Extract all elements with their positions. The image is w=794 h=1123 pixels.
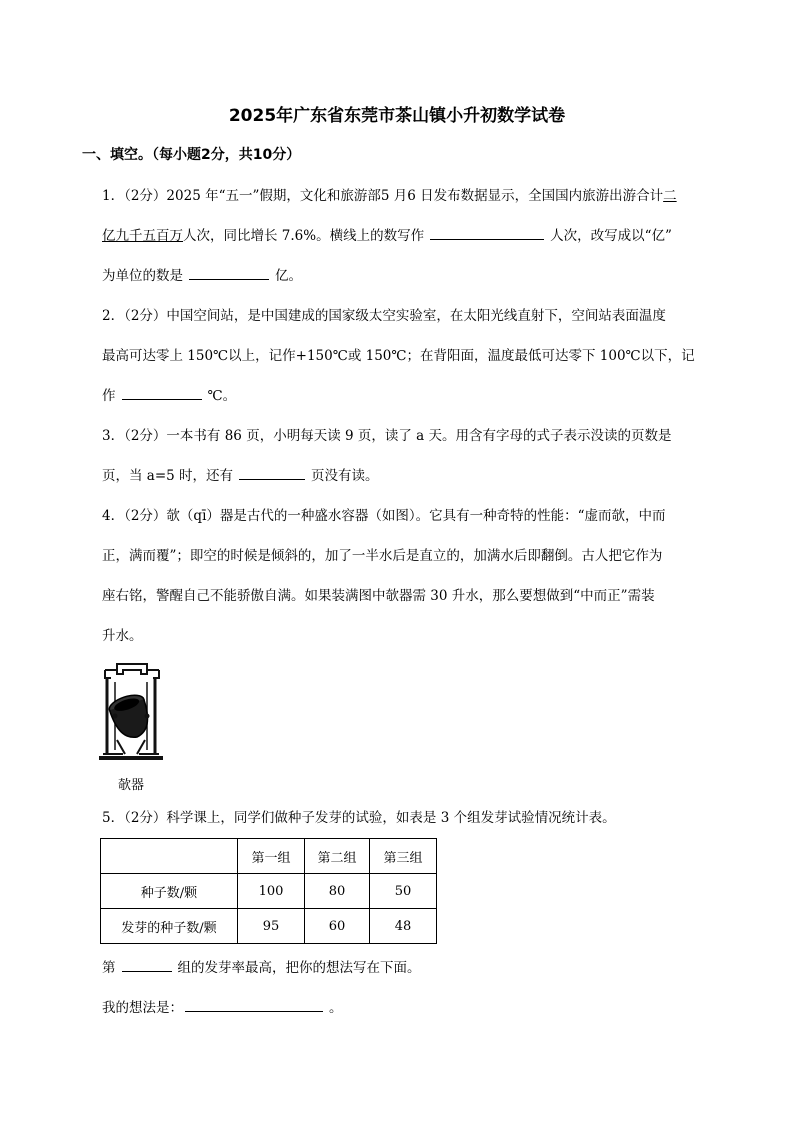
q1-line3 <box>102 264 302 284</box>
q1-answer-blank-1[interactable] <box>430 225 544 240</box>
table-cell: 100 <box>238 874 305 909</box>
qi-vessel-icon <box>95 660 167 768</box>
table-cell: 95 <box>238 909 305 944</box>
q3-line2 <box>102 464 379 484</box>
section-heading: 一、填空。（每小题2分，共10分） <box>82 147 301 163</box>
q4-line1: 4．（2分）欹（qī）器是古代的一种盛水容器（如图）。它具有一种奇特的性能：“虚而欹，中而 <box>102 508 666 524</box>
figure-caption: 欹器 <box>117 778 144 793</box>
table-header-cell: 第二组 <box>305 839 370 874</box>
germination-table <box>100 838 437 944</box>
q5-answer-blank-1[interactable] <box>122 957 172 972</box>
table-header-cell: 第一组 <box>238 839 305 874</box>
q2-text-a: 作 <box>102 388 116 404</box>
q4-line3: 座右铭，警醒自己不能骄傲自满。如果装满图中欹器需 30 升水，那么要想做到“中而正”需装 <box>102 588 655 604</box>
table-header-row <box>101 839 437 874</box>
table-cell: 种子数/颗 <box>101 874 238 909</box>
q1-underlined-number-end: 亿九千五百万 <box>102 228 183 244</box>
q2-answer-blank[interactable] <box>122 385 202 400</box>
q1-underlined-number-start: 二 <box>663 188 677 204</box>
q3-text-a: 页，当 a=5 时，还有 <box>102 468 234 484</box>
table-cell: 发芽的种子数/颗 <box>101 909 238 944</box>
table-cell: 50 <box>370 874 437 909</box>
q5-thought-line <box>102 996 343 1016</box>
q5-text-a: 第 <box>102 960 116 976</box>
q1-text-a: 1．（2分）2025 年“五一”假期，文化和旅游部5 月6 日发布数据显示，全国国内旅游出游合计 <box>102 188 664 204</box>
q5-text-b: 组的发芽率最高，把你的想法写在下面。 <box>177 960 421 976</box>
q2-line2: 最高可达零上 150℃以上，记作+150℃或 150℃；在背阳面，温度最低可达零下 100℃以下，记 <box>102 348 695 364</box>
q1-text-b: 人次，同比增长 7.6%。横线上的数写作 <box>183 228 425 244</box>
q1-text-d: 为单位的数是 <box>102 268 183 284</box>
q3-line1: 3．（2分）一本书有 86 页，小明每天读 9 页，读了 a 天。用含有字母的式子表示没读的页数是 <box>102 428 672 444</box>
q2-line1: 2．（2分）中国空间站，是中国建成的国家级太空实验室，在太阳光线直射下，空间站表面温度 <box>102 308 666 324</box>
table-header-cell <box>101 839 238 874</box>
page-title: 2025年广东省东莞市茶山镇小升初数学试卷 <box>228 106 566 126</box>
q5-answer-blank-2[interactable] <box>185 997 323 1012</box>
table-cell: 80 <box>305 874 370 909</box>
q2-text-b: ℃。 <box>207 388 237 404</box>
q5-line1: 5．（2分）科学课上，同学们做种子发芽的试验，如表是 3 个组发芽试验情况统计表。 <box>102 810 616 826</box>
q1-line2 <box>102 224 672 244</box>
q3-answer-blank[interactable] <box>239 465 305 480</box>
q1-text-c: 人次，改写成以“亿” <box>550 228 672 244</box>
table-header-cell: 第三组 <box>370 839 437 874</box>
q3-text-b: 页没有读。 <box>311 468 379 484</box>
q2-line3 <box>102 384 236 404</box>
q4-line2: 正，满而覆”；即空的时候是倾斜的，加了一半水后是直立的，加满水后即翻倒。古人把它作为 <box>102 548 663 564</box>
q1-line1 <box>102 184 677 204</box>
q1-answer-blank-2[interactable] <box>189 265 269 280</box>
q5-text-d: 。 <box>329 1000 343 1016</box>
q5-text-c: 我的想法是： <box>102 1000 183 1016</box>
table-cell: 48 <box>370 909 437 944</box>
table-row <box>101 874 437 909</box>
table-cell: 60 <box>305 909 370 944</box>
q4-line4: 升水。 <box>102 628 143 644</box>
q1-text-e: 亿。 <box>275 268 302 284</box>
q5-after-line <box>102 956 421 976</box>
qi-vessel-figure <box>95 660 167 793</box>
table-row <box>101 909 437 944</box>
